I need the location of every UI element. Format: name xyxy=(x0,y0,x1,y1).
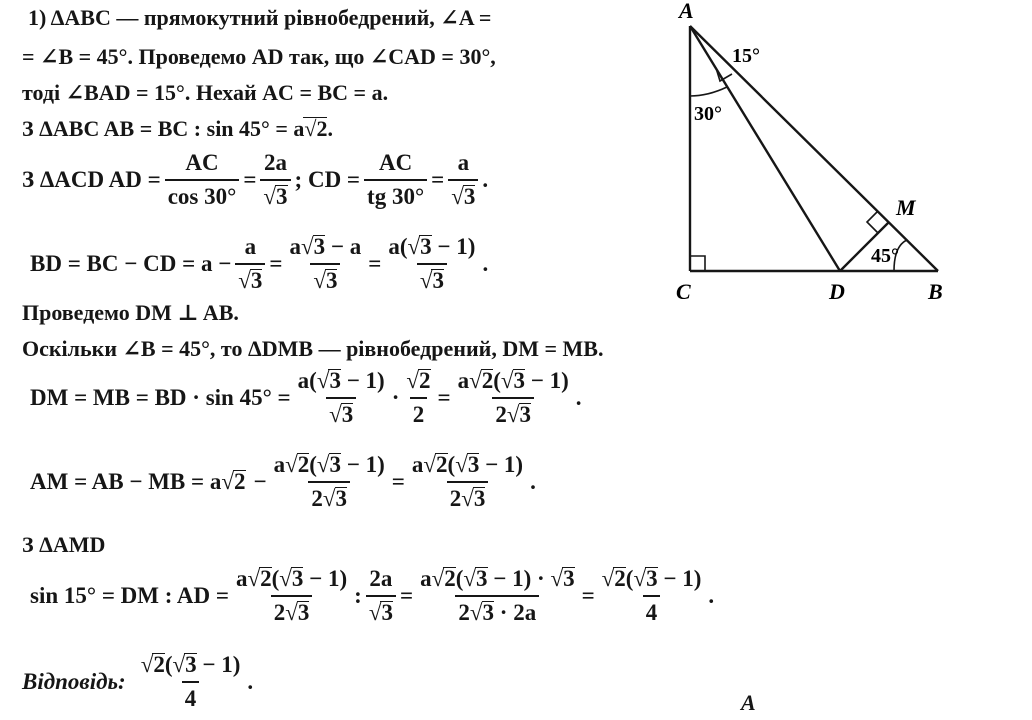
fraction: $\frac{2a}{√3}$ xyxy=(260,150,290,210)
text-line-dm-perp: Проведемо DM ⊥ AB. xyxy=(22,300,239,325)
label-m: M xyxy=(896,195,916,220)
text-line-ab: З ΔABC AB = BC : sin 45° = a√2. xyxy=(22,116,333,141)
equation-dm-mb: DM = MB = BD · sin 45° = $\frac{a(√3 - 1)}{√3}$ · $\frac{√2}{2}$ = $\frac{a√2(√3 - 1)}{2√3}$ . xyxy=(30,368,582,427)
label-c: C xyxy=(676,279,691,304)
right-angle-c xyxy=(690,256,705,271)
equation-sin15: sin 15° = DM : AD = $\frac{a√2(√3 - 1)}{2√3}$ : $\frac{2a}{√3}$ = $\frac{a√2(√3 - 1) \cdot √3}{2√3 \cdot 2a}$ = $\frac{√2(√3 - 1)}{4}$ . xyxy=(30,566,715,625)
fraction: $\frac{AC}{\cos 30^\circ}$ xyxy=(165,150,240,210)
fraction: $\frac{a(√3 - 1)}{√3}$ xyxy=(388,234,476,293)
angle-mark-15 xyxy=(716,68,732,81)
fraction: $\frac{a(√3 - 1)}{√3}$ xyxy=(297,368,385,427)
text-line-3: тоді ∠BAD = 15°. Нехай AC = BC = a. xyxy=(22,80,389,105)
answer: Відповідь: $\frac{√2(√3 - 1)}{4}$ . xyxy=(22,652,254,711)
fraction: $\frac{a√2(√3 - 1)}{2√3}$ xyxy=(411,452,524,511)
fraction: $\frac{AC}{tg 30^\circ}$ xyxy=(364,150,427,210)
label-a: A xyxy=(679,0,694,23)
fraction: $\frac{a}{√3}$ xyxy=(448,150,478,210)
fraction: $\frac{a√2(√3 - 1)}{2√3}$ xyxy=(273,452,385,511)
fraction: $\frac{a√3 - a}{√3}$ xyxy=(289,234,362,293)
angle-label-45: 45° xyxy=(871,245,899,267)
angle-arc-30 xyxy=(690,87,727,96)
fraction: $\frac{√2(√3 - 1)}{4}$ xyxy=(601,566,702,625)
angle-label-30: 30° xyxy=(694,103,722,125)
segment-ad xyxy=(690,26,840,271)
triangle-figure xyxy=(660,0,1000,310)
next-figure-label: A xyxy=(741,690,756,715)
right-angle-m xyxy=(867,211,878,233)
fraction: $\frac{√2(√3 - 1)}{4}$ xyxy=(140,652,241,711)
text-line-isosceles: Оскільки ∠B = 45°, то ΔDMB — рівнобедрений, DM = MB. xyxy=(22,336,604,361)
text-line-2: = ∠B = 45°. Проведемо AD так, що ∠CAD = 30°, xyxy=(22,44,496,69)
fraction: $\frac{a√2(√3 - 1)}{2√3}$ xyxy=(235,566,348,625)
fraction: $\frac{a}{√3}$ xyxy=(235,234,265,294)
fraction: $\frac{a√2(√3 - 1) \cdot √3}{2√3 \cdot 2a}$ xyxy=(420,566,575,625)
fraction: $\frac{2a}{√3}$ xyxy=(366,566,396,626)
text-line-amd: З ΔAMD xyxy=(22,532,106,557)
side-ab xyxy=(690,26,938,271)
equation-ad-cd: З ΔACD AD = $\frac{AC}{\cos 30^\circ}$ = $\frac{2a}{√3}$ ; CD = $\frac{AC}{tg 30^\circ}$ = $\frac{a}{√3}$ . xyxy=(22,150,489,209)
equation-bd: BD = BC − CD = a − $\frac{a}{√3}$ = $\frac{a√3 - a}{√3}$ = $\frac{a(√3 - 1)}{√3}$ . xyxy=(30,234,489,293)
label-b: B xyxy=(928,279,943,304)
fraction: $\frac{√2}{2}$ xyxy=(406,368,431,427)
equation-am: AM = AB − MB = a √2 − $\frac{a√2(√3 - 1)}{2√3}$ = $\frac{a√2(√3 - 1)}{2√3}$ . xyxy=(30,452,536,511)
text-line-1: 1) ΔABC — прямокутний рівнобедрений, ∠A = xyxy=(28,5,492,30)
answer-label: Відповідь: xyxy=(22,669,126,694)
ab-text: З ΔABC AB = BC : sin 45° = a xyxy=(22,116,305,141)
sqrt: √2 xyxy=(304,116,328,141)
fraction: $\frac{a√2(√3 - 1)}{2√3}$ xyxy=(457,368,569,427)
label-d: D xyxy=(829,279,845,304)
angle-label-15: 15° xyxy=(732,45,760,67)
